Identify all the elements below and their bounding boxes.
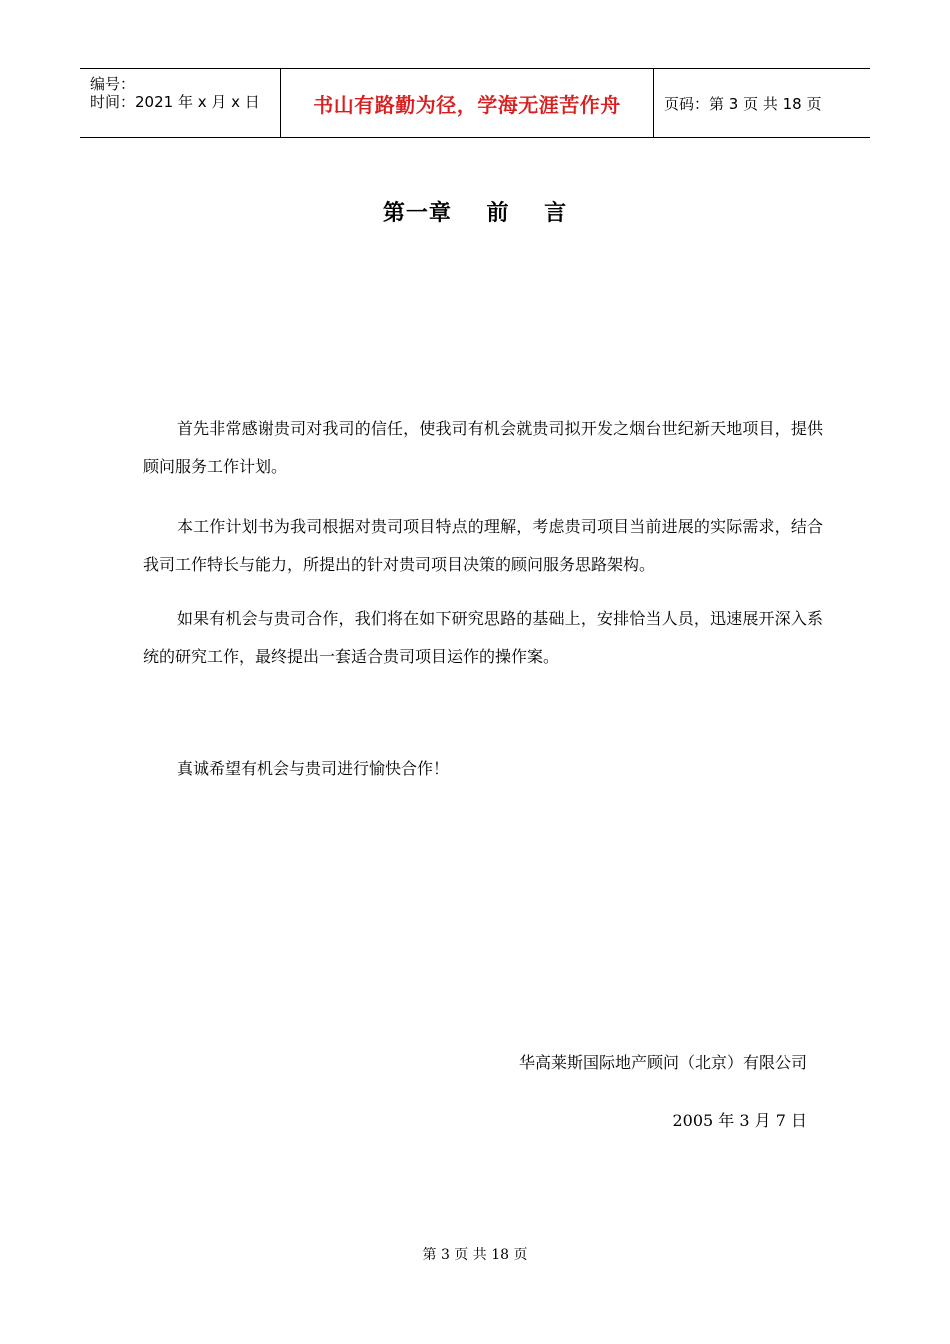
header-motto-cell [281,69,654,137]
document-date: 2005 年 3 月 7 日 [672,1111,807,1130]
header-meta-cell [80,69,281,137]
motto-text: 书山有路勤为径，学海无涯苦作舟 [313,92,621,117]
number-label: 编号： [90,75,136,93]
page-footer: 第 3 页 共 18 页 [422,1247,528,1263]
paragraph-4: 真诚希望有机会与贵司进行愉快合作！ [177,759,450,778]
company-signature: 华高莱斯国际地产顾问（北京）有限公司 [518,1053,807,1072]
time-label: 时间：2021 年 x 月 x 日 [90,93,260,111]
header-page-cell [654,69,870,137]
header-page-info: 页码：第 3 页 共 18 页 [664,94,822,113]
chapter-title: 第一章 前 言 [382,201,568,226]
paragraph-2: 本工作计划书为我司根据对贵司项目特点的理解，考虑贵司项目当前进展的实际需求，结合我司工作特长与能力，所提出的针对贵司项目决策的顾问服务思路架构。 [143,517,823,574]
paragraph-3: 如果有机会与贵司合作，我们将在如下研究思路的基础上，安排恰当人员，迅速展开深入系统的研究工作，最终提出一套适合贵司项目运作的操作案。 [143,609,823,666]
document-header [80,68,870,138]
paragraph-1: 首先非常感谢贵司对我司的信任，使我司有机会就贵司拟开发之烟台世纪新天地项目，提供顾问服务工作计划。 [143,419,823,476]
